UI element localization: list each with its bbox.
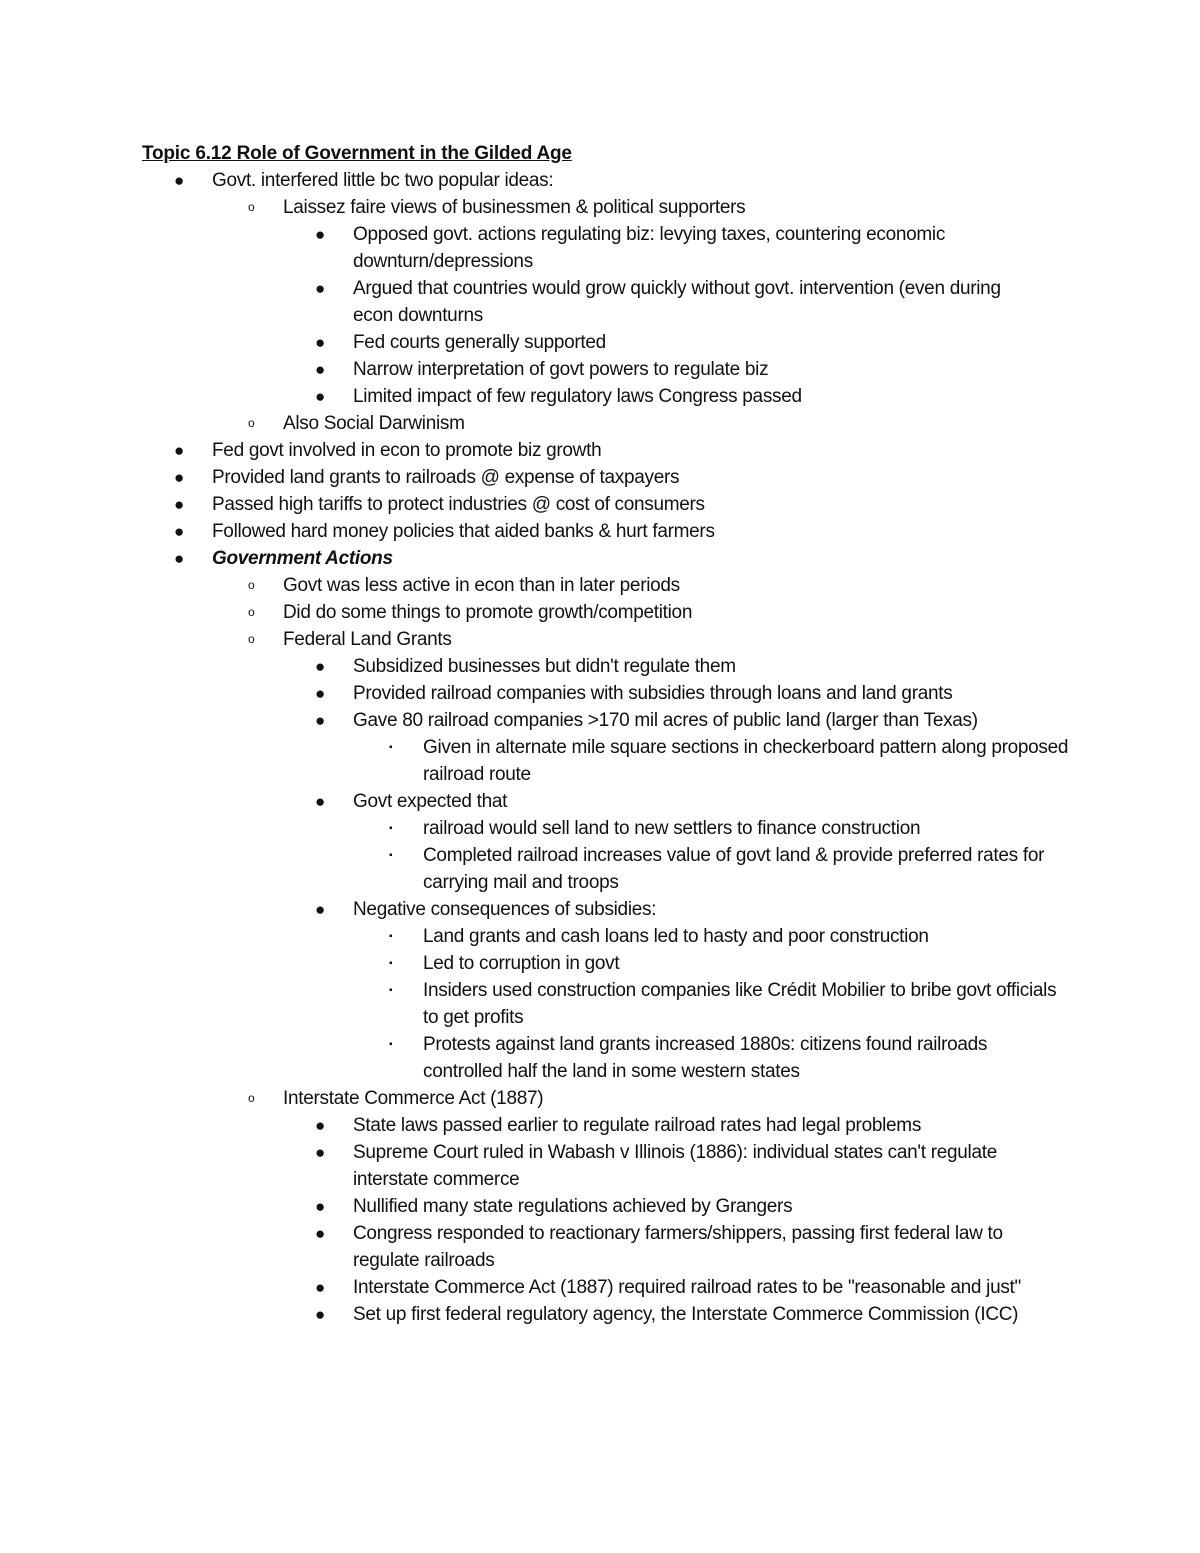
list-item-text: Given in alternate mile square sections in checkerboard pattern along proposed railroad route bbox=[423, 737, 1069, 785]
list-item bbox=[389, 815, 1071, 842]
square-bullet-icon: ▪ bbox=[389, 931, 393, 942]
list-item bbox=[248, 572, 1072, 599]
list-item bbox=[174, 464, 1072, 491]
bullet-icon: ● bbox=[315, 657, 325, 676]
list-item bbox=[315, 329, 1033, 356]
list-item bbox=[315, 1112, 1033, 1139]
bullet-icon: ● bbox=[315, 1116, 325, 1135]
list-item bbox=[248, 410, 1072, 437]
square-bullet-icon: ▪ bbox=[389, 823, 393, 834]
bullet-icon: ● bbox=[174, 495, 184, 514]
list-item-text: Fed courts generally supported bbox=[353, 332, 606, 353]
list-item bbox=[315, 788, 1033, 815]
bullet-icon: ● bbox=[174, 441, 184, 460]
bullet-icon: ● bbox=[315, 360, 325, 379]
hollow-bullet-icon: o bbox=[248, 200, 255, 214]
square-bullet-icon: ▪ bbox=[389, 742, 393, 753]
list-item bbox=[389, 734, 1071, 788]
list-item-text: Govt. interfered little bc two popular ideas: bbox=[212, 170, 554, 191]
list-item bbox=[315, 1274, 1033, 1301]
bullet-icon: ● bbox=[315, 1224, 325, 1243]
list-item-text: Interstate Commerce Act (1887) bbox=[283, 1088, 544, 1109]
list-item-text: railroad would sell land to new settlers to finance construction bbox=[423, 818, 921, 839]
list-item bbox=[389, 842, 1071, 896]
list-item-text: Laissez faire views of businessmen & political supporters bbox=[283, 197, 746, 218]
bullet-icon: ● bbox=[174, 549, 184, 568]
list-item-text: Supreme Court ruled in Wabash v Illinois (1886): individual states can't regulate interstate commerce bbox=[353, 1142, 997, 1190]
bullet-icon: ● bbox=[315, 333, 325, 352]
list-item-text: Narrow interpretation of govt powers to regulate biz bbox=[353, 359, 769, 380]
bullet-icon: ● bbox=[315, 792, 325, 811]
list-item bbox=[248, 1085, 1072, 1112]
list-item bbox=[389, 950, 1071, 977]
list-item-text: Passed high tariffs to protect industries @ cost of consumers bbox=[212, 494, 705, 515]
list-item-text: Interstate Commerce Act (1887) required railroad rates to be "reasonable and just" bbox=[353, 1277, 1021, 1298]
list-item-text: Argued that countries would grow quickly without govt. intervention (even during econ downturns bbox=[353, 278, 1001, 326]
list-item-text: Govt expected that bbox=[353, 791, 508, 812]
list-item bbox=[174, 491, 1072, 518]
list-item-text: Federal Land Grants bbox=[283, 629, 452, 650]
list-item bbox=[315, 1220, 1033, 1274]
list-item-text: Govt was less active in econ than in later periods bbox=[283, 575, 680, 596]
list-item-text: Protests against land grants increased 1880s: citizens found railroads controlled half the land in some western states bbox=[423, 1034, 988, 1082]
notes-body bbox=[142, 140, 1072, 1328]
list-item-text: Provided railroad companies with subsidies through loans and land grants bbox=[353, 683, 953, 704]
list-item-text: Government Actions bbox=[212, 548, 393, 569]
square-bullet-icon: ▪ bbox=[389, 1039, 393, 1050]
bullet-outline bbox=[142, 167, 1072, 1328]
square-bullet-icon: ▪ bbox=[389, 958, 393, 969]
list-item-text: Fed govt involved in econ to promote biz growth bbox=[212, 440, 602, 461]
list-item bbox=[315, 356, 1033, 383]
list-item bbox=[248, 194, 1072, 221]
square-bullet-icon: ▪ bbox=[389, 985, 393, 996]
list-item-text: State laws passed earlier to regulate railroad rates had legal problems bbox=[353, 1115, 922, 1136]
list-item bbox=[174, 437, 1072, 464]
hollow-bullet-icon: o bbox=[248, 605, 255, 619]
list-item-text: Insiders used construction companies like Crédit Mobilier to bribe govt officials to get profits bbox=[423, 980, 1057, 1028]
list-item-text: Led to corruption in govt bbox=[423, 953, 620, 974]
list-item-text: Nullified many state regulations achieved by Grangers bbox=[353, 1196, 793, 1217]
list-item bbox=[315, 896, 1033, 923]
bullet-icon: ● bbox=[315, 1305, 325, 1324]
bullet-icon: ● bbox=[174, 522, 184, 541]
list-item-text: Also Social Darwinism bbox=[283, 413, 465, 434]
list-item-text: Gave 80 railroad companies >170 mil acres of public land (larger than Texas) bbox=[353, 710, 978, 731]
list-item bbox=[248, 599, 1072, 626]
list-item-text: Did do some things to promote growth/competition bbox=[283, 602, 693, 623]
list-item-text: Completed railroad increases value of govt land & provide preferred rates for carrying mail and troops bbox=[423, 845, 1045, 893]
list-item bbox=[315, 1301, 1033, 1328]
list-item bbox=[174, 518, 1072, 545]
hollow-bullet-icon: o bbox=[248, 632, 255, 646]
list-item bbox=[315, 707, 1033, 734]
list-item bbox=[315, 275, 1033, 329]
bullet-icon: ● bbox=[315, 1278, 325, 1297]
list-item bbox=[389, 977, 1071, 1031]
list-item bbox=[174, 545, 1072, 572]
list-item bbox=[315, 680, 1033, 707]
list-item-text: Subsidized businesses but didn't regulate them bbox=[353, 656, 736, 677]
list-item-text: Followed hard money policies that aided banks & hurt farmers bbox=[212, 521, 715, 542]
square-bullet-icon: ▪ bbox=[389, 850, 393, 861]
list-item-text: Set up first federal regulatory agency, the Interstate Commerce Commission (ICC) bbox=[353, 1304, 1019, 1325]
list-item bbox=[389, 1031, 1071, 1085]
list-item bbox=[248, 626, 1072, 653]
bullet-icon: ● bbox=[315, 711, 325, 730]
list-item bbox=[174, 167, 1072, 194]
list-item-text: Provided land grants to railroads @ expense of taxpayers bbox=[212, 467, 680, 488]
list-item-text: Congress responded to reactionary farmers/shippers, passing first federal law to regulate railroads bbox=[353, 1223, 1003, 1271]
list-item bbox=[315, 1139, 1033, 1193]
list-item-text: Negative consequences of subsidies: bbox=[353, 899, 657, 920]
list-item bbox=[389, 923, 1071, 950]
bullet-icon: ● bbox=[174, 171, 184, 190]
list-item-text: Land grants and cash loans led to hasty and poor construction bbox=[423, 926, 929, 947]
hollow-bullet-icon: o bbox=[248, 416, 255, 430]
bullet-icon: ● bbox=[174, 468, 184, 487]
bullet-icon: ● bbox=[315, 1143, 325, 1162]
bullet-icon: ● bbox=[315, 387, 325, 406]
list-item bbox=[315, 653, 1033, 680]
bullet-icon: ● bbox=[315, 279, 325, 298]
hollow-bullet-icon: o bbox=[248, 578, 255, 592]
list-item bbox=[315, 221, 1033, 275]
list-item-text: Limited impact of few regulatory laws Congress passed bbox=[353, 386, 802, 407]
bullet-icon: ● bbox=[315, 225, 325, 244]
list-item-text: Opposed govt. actions regulating biz: levying taxes, countering economic downturn/depressions bbox=[353, 224, 946, 272]
bullet-icon: ● bbox=[315, 684, 325, 703]
hollow-bullet-icon: o bbox=[248, 1091, 255, 1105]
bullet-icon: ● bbox=[315, 1197, 325, 1216]
list-item bbox=[315, 383, 1033, 410]
page-title: Topic 6.12 Role of Government in the Gilded Age bbox=[142, 143, 572, 164]
list-item bbox=[315, 1193, 1033, 1220]
bullet-icon: ● bbox=[315, 900, 325, 919]
